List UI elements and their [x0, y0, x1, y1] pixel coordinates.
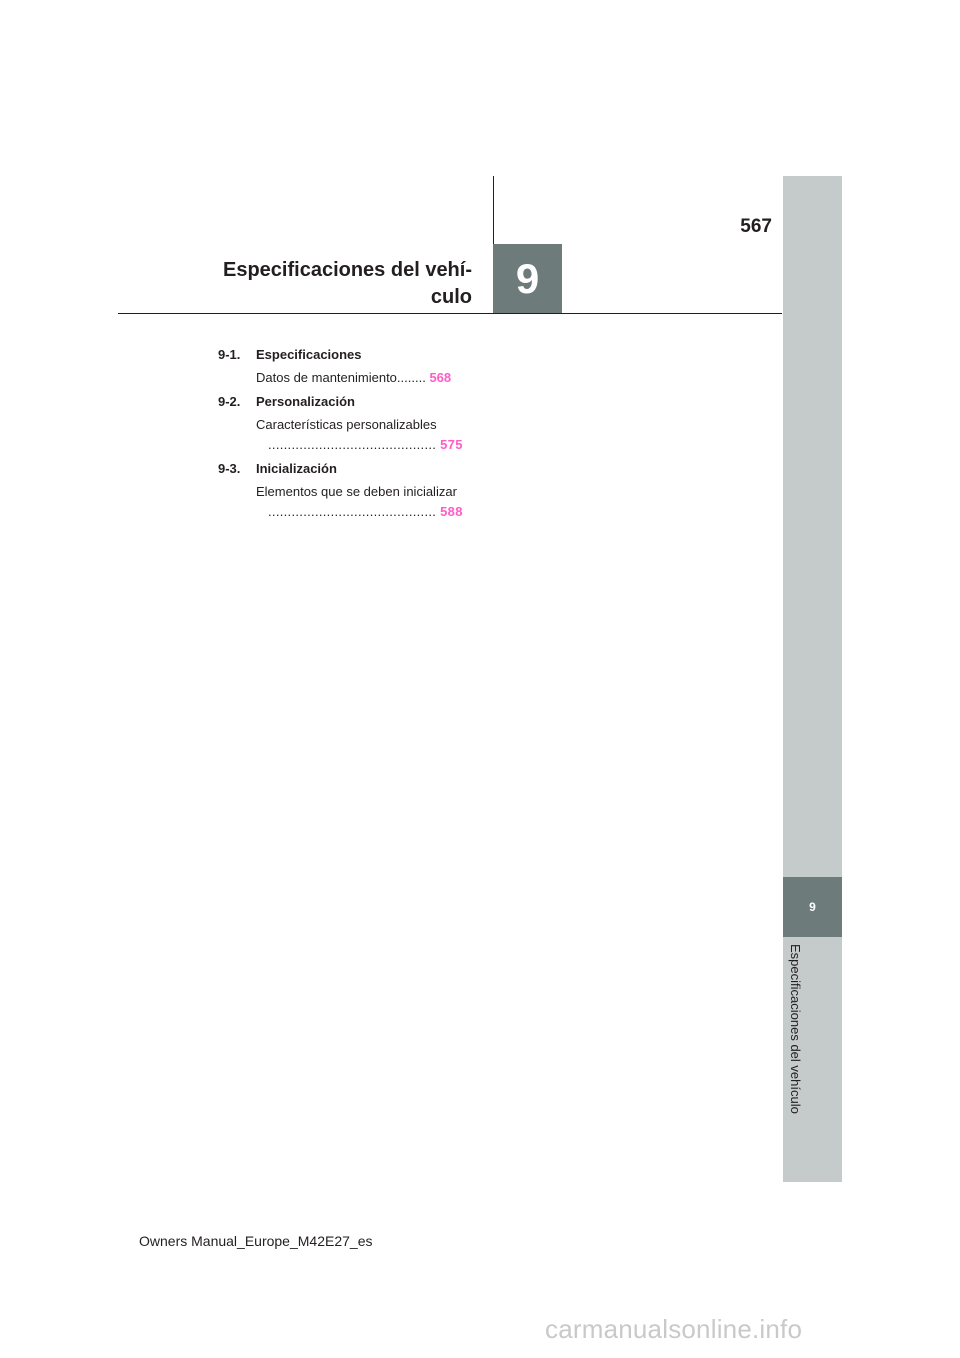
toc-entry-text: Datos de mantenimiento........ — [256, 370, 426, 385]
toc-section-number: 9-2. — [218, 394, 241, 409]
toc-entry-dots: ........................................... — [268, 437, 437, 452]
toc-entry-text: Características personalizables — [256, 417, 437, 432]
watermark: carmanualsonline.info — [545, 1314, 803, 1344]
toc-entry[interactable] — [256, 484, 457, 500]
chapter-title-line2: culo — [430, 286, 472, 308]
side-chapter-label-text: Especificaciones del vehículo — [788, 944, 803, 1114]
toc-section-title[interactable]: Inicialización — [256, 461, 337, 476]
header-horizontal-rule — [118, 313, 782, 314]
side-chapter-tab[interactable]: 9 — [783, 877, 842, 937]
side-chapter-label — [783, 940, 809, 1180]
toc-entry-page-link[interactable]: 568 — [429, 370, 452, 385]
footer-text: Owners Manual_Europe_M42E27_es — [139, 1233, 373, 1249]
toc-section-title[interactable]: Personalización — [256, 394, 355, 409]
toc-entry-leader[interactable] — [268, 504, 463, 520]
toc-entry[interactable] — [256, 417, 437, 433]
toc-entry-leader[interactable] — [268, 437, 463, 453]
header-vertical-rule — [493, 176, 494, 244]
toc-entry-page-link[interactable]: 575 — [440, 437, 463, 452]
toc-section-title[interactable]: Especificaciones — [256, 347, 362, 362]
toc-section-number: 9-1. — [218, 347, 241, 362]
toc-entry-text: Elementos que se deben inicializar — [256, 484, 457, 499]
chapter-number-box: 9 — [493, 244, 562, 313]
chapter-title-line1: Especificaciones del vehí- — [223, 259, 472, 281]
toc-entry-page-link[interactable]: 588 — [440, 504, 463, 519]
toc-entry-dots: ........................................... — [268, 504, 437, 519]
toc-entry[interactable] — [256, 370, 451, 386]
toc-section-number: 9-3. — [218, 461, 241, 476]
page-number: 567 — [740, 216, 772, 237]
